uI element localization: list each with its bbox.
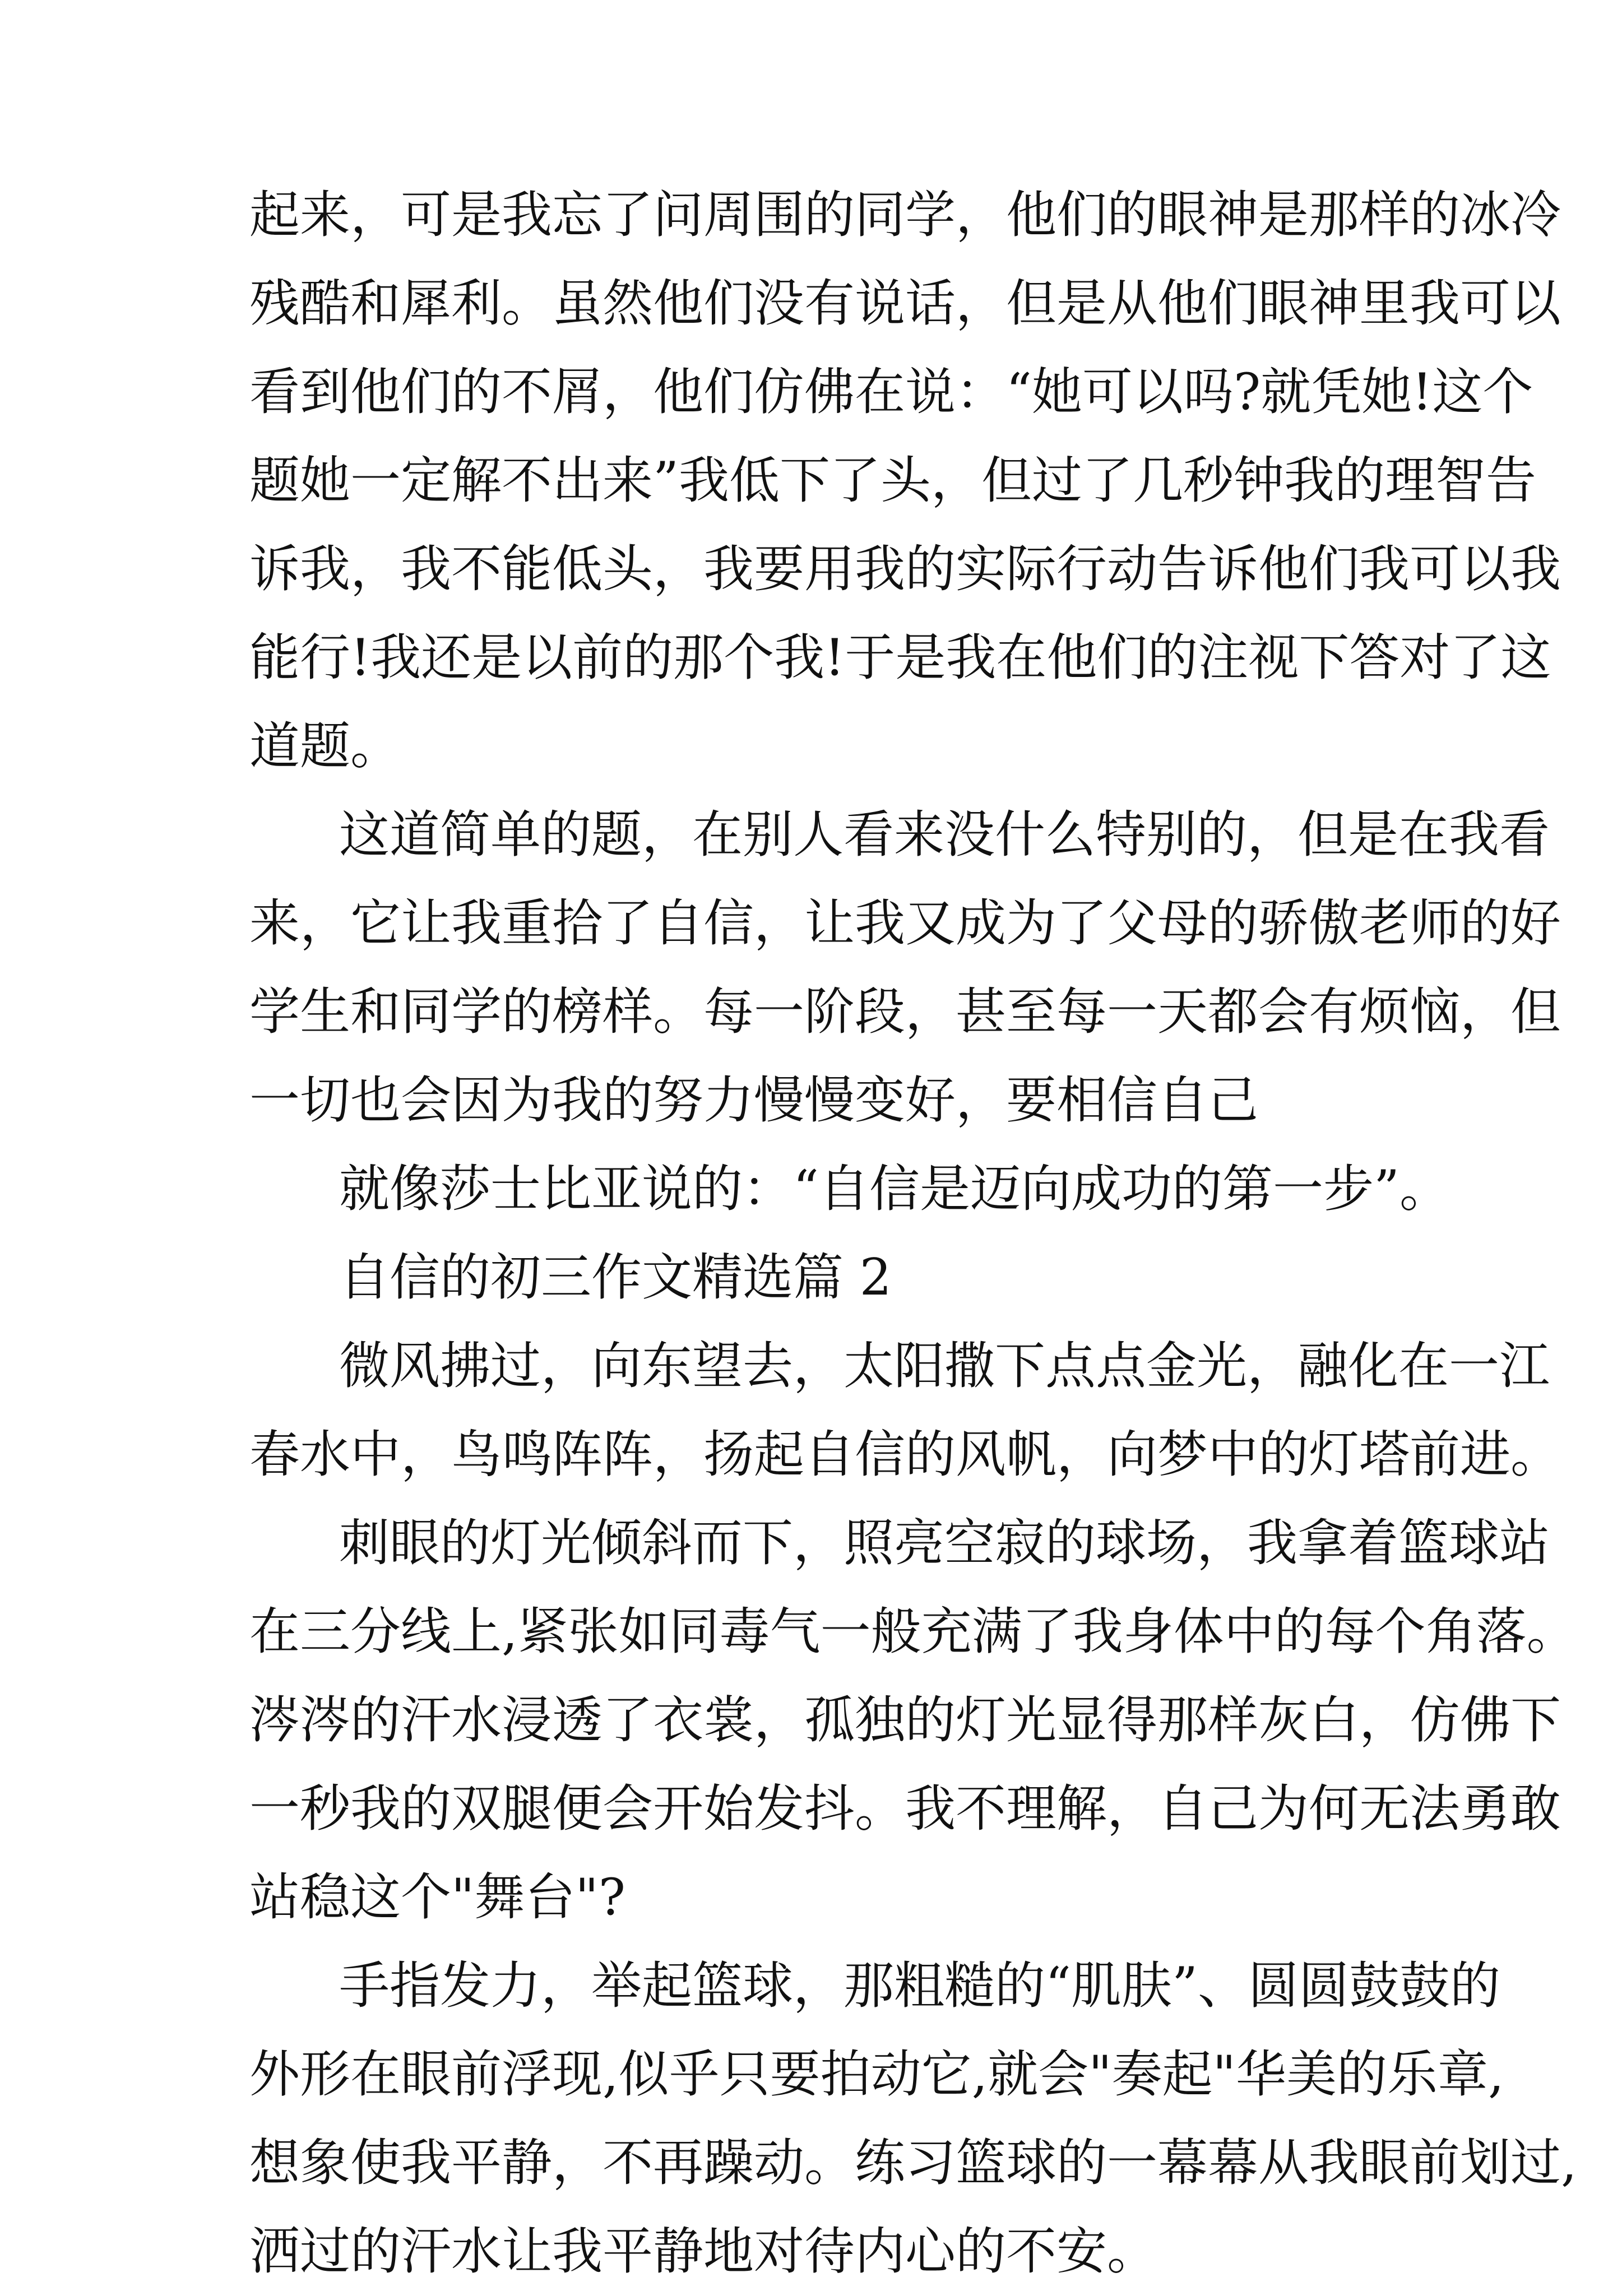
text-line: 想象使我平静，不再躁动。练习篮球的一幕幕从我眼前划过, bbox=[249, 2133, 1577, 2192]
text-line: 一秒我的双腿便会开始发抖。我不理解，自己为何无法勇敢 bbox=[249, 1779, 1561, 1838]
text-line: 学生和同学的榜样。每一阶段，甚至每一天都会有烦恼，但 bbox=[249, 982, 1561, 1041]
text-line: 涔涔的汗水浸透了衣裳，孤独的灯光显得那样灰白，仿佛下 bbox=[249, 1691, 1561, 1750]
text-line: 在三分线上,紧张如同毒气一般充满了我身体中的每个角落。 bbox=[249, 1602, 1577, 1661]
text-line: 微风拂过，向东望去，太阳撒下点点金光，融化在一江 bbox=[339, 1337, 1550, 1395]
text-line: 诉我，我不能低头，我要用我的实际行动告诉他们我可以我 bbox=[249, 540, 1561, 599]
text-line: 站稳这个"舞台"? bbox=[249, 1868, 626, 1927]
text-line: 残酷和犀利。虽然他们没有说话，但是从他们眼神里我可以 bbox=[249, 274, 1561, 333]
text-line: 题她一定解不出来”我低下了头，但过了几秒钟我的理智告 bbox=[249, 451, 1537, 510]
text-line: 起来，可是我忘了问周围的同学，他们的眼神是那样的冰冷 bbox=[249, 185, 1561, 244]
text-line: 外形在眼前浮现,似乎只要拍动它,就会"奏起"华美的乐章, bbox=[249, 2045, 1504, 2104]
document-page bbox=[249, 171, 1577, 2296]
text-line: 道题。 bbox=[249, 717, 401, 776]
text-line: 刺眼的灯光倾斜而下，照亮空寂的球场，我拿着篮球站 bbox=[339, 1514, 1550, 1573]
text-line: 春水中，鸟鸣阵阵，扬起自信的风帆，向梦中的灯塔前进。 bbox=[249, 1425, 1561, 1484]
text-line: 能行!我还是以前的那个我!于是我在他们的注视下答对了这 bbox=[249, 628, 1551, 687]
text-line: 这道简单的题，在别人看来没什么特别的，但是在我看 bbox=[339, 805, 1550, 864]
text-line: 来，它让我重拾了自信，让我又成为了父母的骄傲老师的好 bbox=[249, 894, 1561, 953]
text-line: 看到他们的不屑，他们仿佛在说：“她可以吗?就凭她!这个 bbox=[249, 363, 1533, 421]
text-line: 就像莎士比亚说的：“自信是迈向成功的第一步”。 bbox=[339, 1159, 1450, 1218]
text-line: 洒过的汗水让我平静地对待内心的不安。 bbox=[249, 2222, 1157, 2281]
text-line: 一切也会因为我的努力慢慢变好，要相信自己 bbox=[249, 1071, 1258, 1130]
text-line: 自信的初三作文精选篇 2 bbox=[339, 1248, 892, 1307]
text-line: 手指发力，举起篮球，那粗糙的“肌肤”、圆圆鼓鼓的 bbox=[339, 1956, 1501, 2015]
